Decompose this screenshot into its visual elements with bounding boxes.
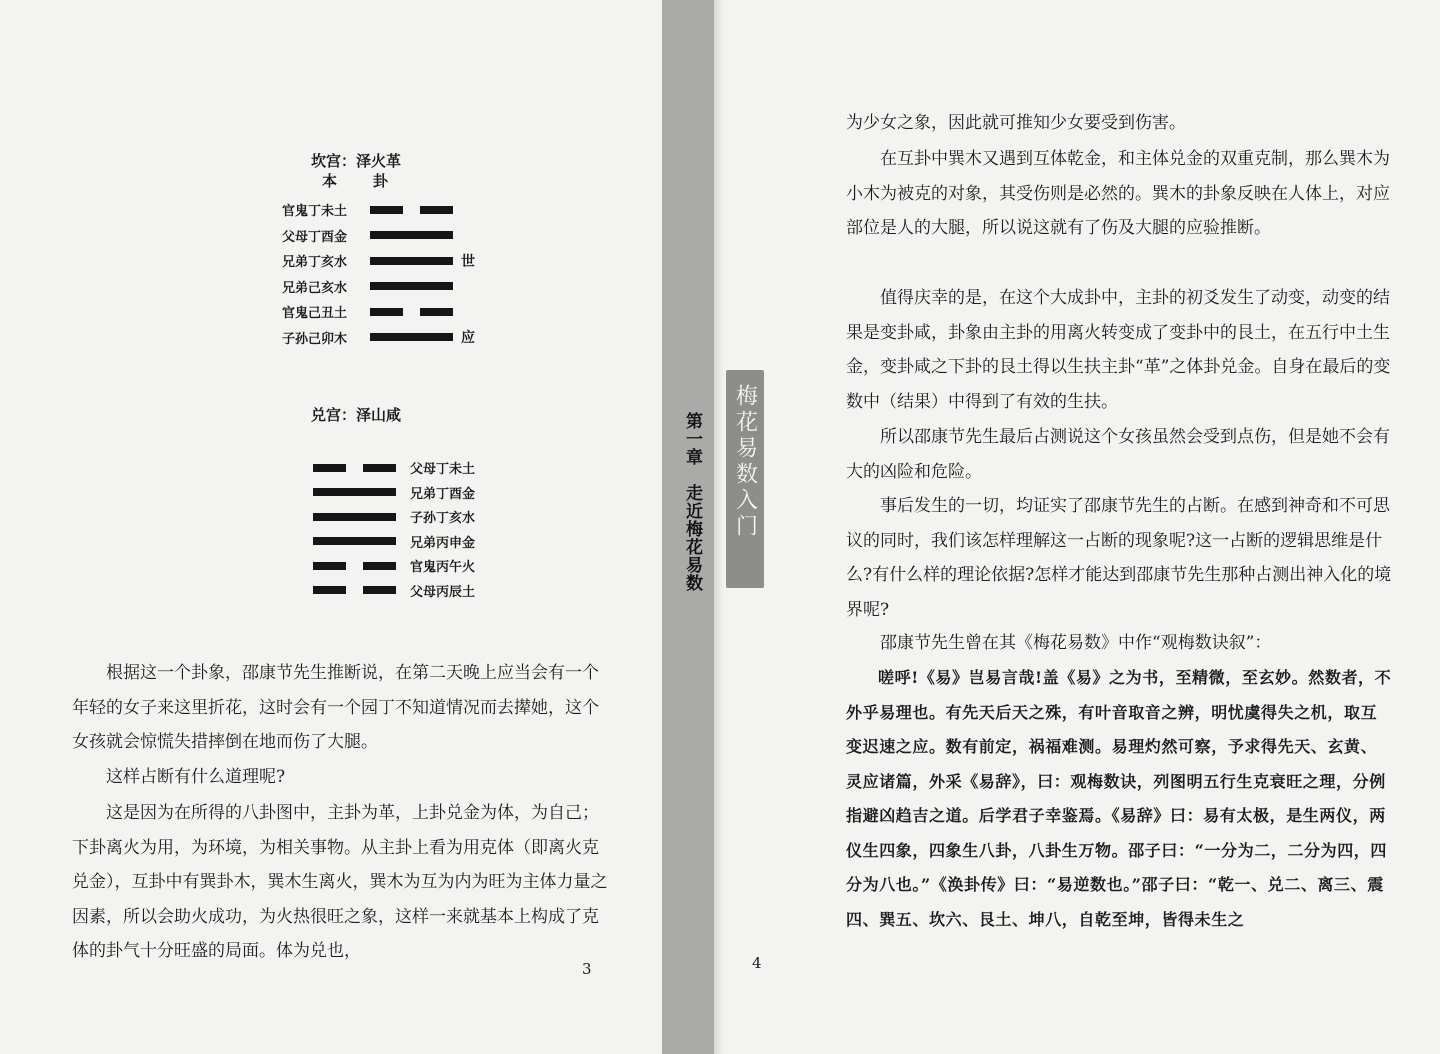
line-label: 父母丁未土 — [410, 462, 476, 477]
hexagram-1-heading: 本 卦 — [322, 172, 391, 190]
hexagram-line-row — [282, 325, 475, 350]
hexagram-line-row — [282, 223, 461, 248]
line-label: 官鬼丁未土 — [282, 204, 348, 219]
hexagram-line-row — [282, 274, 461, 299]
hexagram-line-row — [313, 504, 475, 529]
hexagram-line-row — [313, 553, 475, 578]
hexagram-line-row — [282, 197, 461, 222]
yang-line — [370, 257, 453, 265]
paragraph: 值得庆幸的是，在这个大成卦中，主卦的初爻发生了动变，动变的结果是变卦咸，卦象由主卦的用离火转变成了变卦中的艮土，在五行中土生金，变卦咸之下卦的艮土得以生扶主卦“革”之体卦兑金。自身在最后的变数中（结果）中得到了有效的生扶。 — [846, 288, 1391, 412]
hexagram-line-row — [313, 455, 475, 480]
line-label: 父母丙辰土 — [410, 584, 476, 600]
hexagram-line-row — [313, 529, 475, 554]
yang-line — [370, 231, 453, 239]
running-head: 第一章 走近梅花易数 — [682, 412, 702, 592]
hexagram-2-title: 兑宫：泽山咸 — [311, 406, 402, 424]
hexagram-line-row — [313, 578, 475, 603]
line-label: 兄弟丙申金 — [410, 535, 476, 551]
chapter-tab — [726, 370, 764, 588]
yin-line — [313, 586, 396, 594]
line-label: 父母丁酉金 — [282, 229, 348, 245]
paragraph: 事后发生的一切，均证实了邵康节先生的占断。在感到神奇和不可思议的同时，我们该怎样理解这一占断的现象呢?这一占断的逻辑思维是什么?有什么样的理论依据?怎样才能达到邵康节先生那种占测出神入化的境界呢? — [846, 496, 1392, 620]
yang-line — [370, 282, 453, 290]
line-mark: 应 — [461, 330, 475, 346]
quotation: 嗟呼!《易》岂易言哉!盖《易》之为书，至精微，至玄妙。然数者，不外乎易理也。有先天后天之殊，有叶音取音之辨，明忧虞得失之机，取互变迟速之应。数有前定，祸福难测。易理灼然可察，予求得先天、玄黄、灵应诸篇，外采《易辞》，曰：观梅数诀，列图明五行生克衰旺之理，分例指避凶趋吉之道。后学君子幸鉴焉。《易辞》曰：易有太极，是生两仪，两仪生四象，四象生八卦，八卦生万物。邵子曰：“一分为二，二分为四，四分为八也。”《涣卦传》曰：“易逆数也。”邵子曰：“乾一、兑二、离三、震四、巽五、坎六、艮土、坤八，自乾至坤，皆得未生之 — [846, 668, 1392, 929]
gutter-shadow — [714, 0, 724, 1054]
right-page — [714, 0, 1440, 1054]
page-number: 3 — [582, 960, 592, 978]
yin-line — [370, 206, 453, 214]
yin-line — [313, 562, 396, 570]
paragraph: 为少女之象，因此就可推知少女要受到伤害。 — [846, 113, 1186, 133]
paragraph: 在互卦中巽木又遇到互体乾金，和主体兑金的双重克制，那么巽木为小木为被克的对象，其受伤则是必然的。巽木的卦象反映在人体上，对应部位是人的大腿，所以说这就有了伤及大腿的应验推断。 — [846, 149, 1390, 238]
paragraph: 邵康节先生曾在其《梅花易数》中作“观梅数诀叙”： — [880, 633, 1272, 653]
line-label: 子孙丁亥水 — [410, 511, 476, 526]
line-label: 兄弟己亥水 — [282, 280, 348, 296]
paragraph: 根据这一个卦象，邵康节先生推断说，在第二天晚上应当会有一个年轻的女子来这里折花，这时会有一个园丁不知道情况而去撵她，这个女孩就会惊慌失措摔倒在地而伤了大腿。 — [72, 663, 599, 752]
yin-line — [370, 308, 453, 316]
line-label: 官鬼己丑土 — [282, 306, 348, 321]
yang-line — [313, 537, 396, 545]
line-label: 子孙己卯木 — [282, 331, 348, 347]
line-label: 官鬼丙午火 — [410, 560, 476, 575]
line-label: 兄弟丁酉金 — [410, 486, 476, 502]
yang-line — [313, 513, 396, 521]
line-label: 兄弟丁亥水 — [282, 255, 348, 270]
hexagram-line-row — [282, 299, 461, 324]
yang-line — [313, 488, 396, 496]
yang-line — [370, 333, 453, 341]
hexagram-line-row — [313, 480, 475, 505]
left-page — [0, 0, 662, 1054]
paragraph: 这是因为在所得的八卦图中，主卦为革，上卦兑金为体，为自己；下卦离火为用，为环境，为相关事物。从主卦上看为用克体（即离火克兑金），互卦中有巽卦木，巽木生离火，巽木为互为内为旺为主体力量之因素，所以会助火成功，为火热很旺之象，这样一来就基本上构成了克体的卦气十分旺盛的局面。体为兑也， — [72, 803, 608, 961]
hexagram-1-title: 坎宫：泽火革 — [311, 152, 402, 170]
tab-label: 梅花易数入门 — [732, 384, 758, 540]
paragraph: 所以邵康节先生最后占测说这个女孩虽然会受到点伤，但是她不会有大的凶险和危险。 — [846, 427, 1390, 482]
page-number: 4 — [752, 954, 762, 972]
hexagram-line-row — [282, 248, 475, 273]
yin-line — [313, 464, 396, 472]
paragraph: 这样占断有什么道理呢? — [106, 767, 286, 787]
line-mark: 世 — [461, 253, 475, 270]
